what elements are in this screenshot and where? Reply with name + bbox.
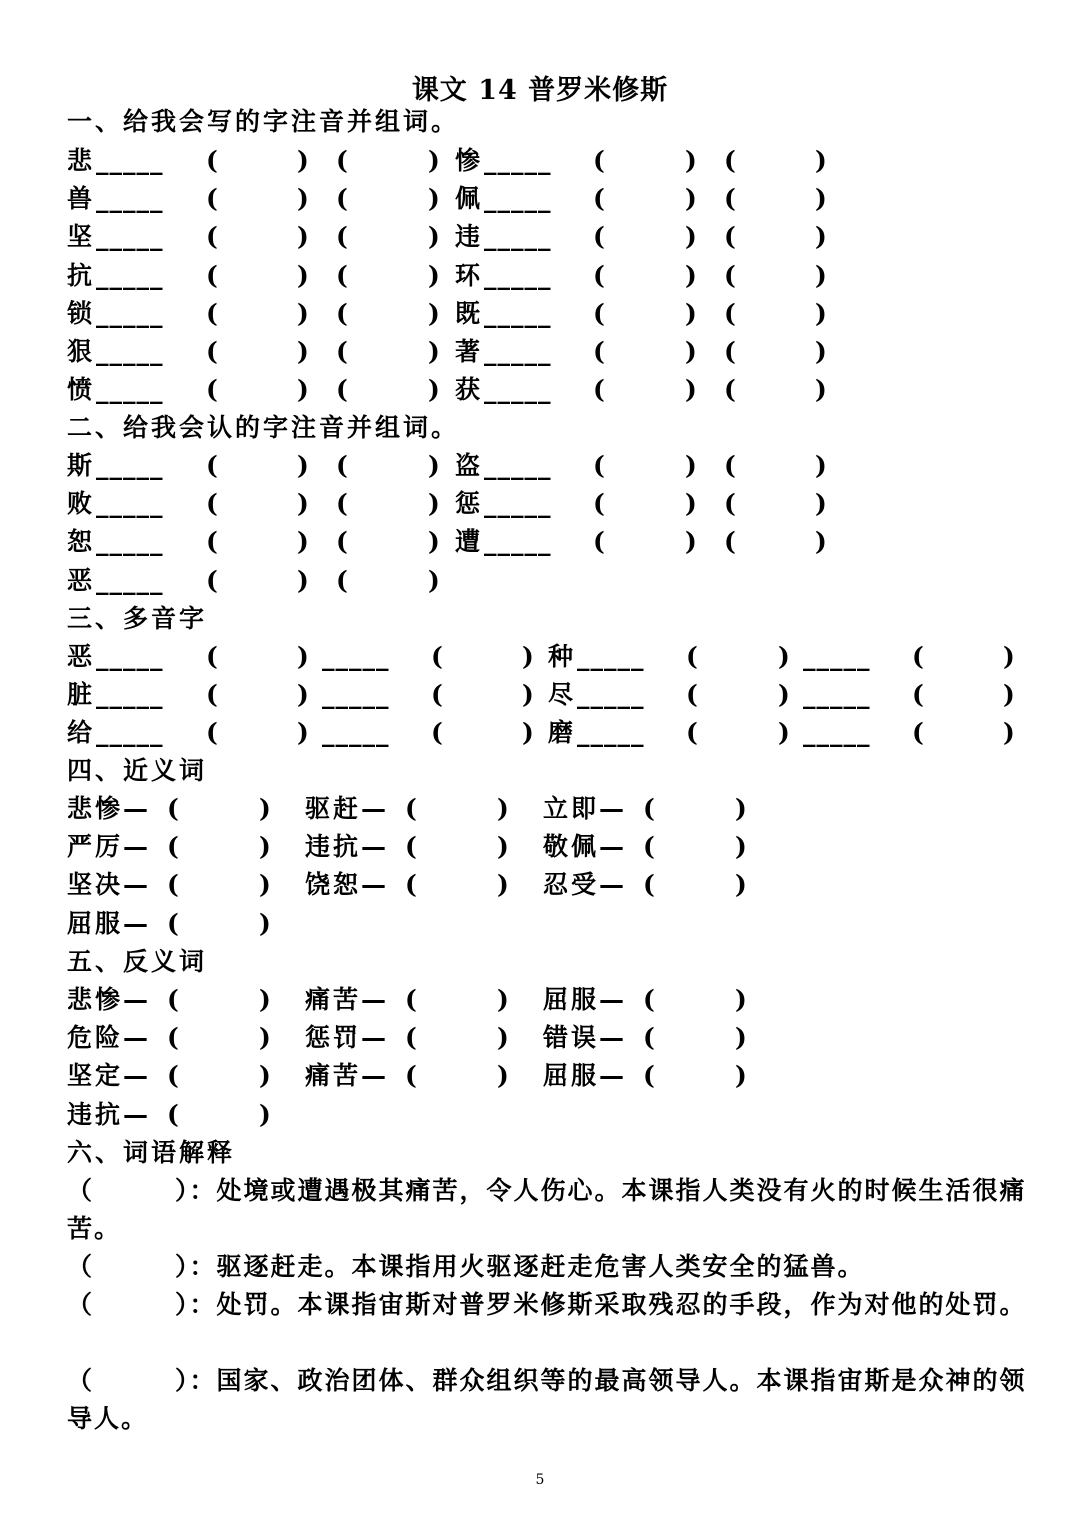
paren-open: ( xyxy=(206,260,218,290)
paren-close: ) xyxy=(815,146,827,175)
paren-open: ( xyxy=(336,337,348,366)
answer-blank[interactable]: _____ xyxy=(96,298,164,328)
paren-close: ) xyxy=(735,985,747,1014)
paren-open: ( xyxy=(206,184,218,214)
paren-close: ) xyxy=(428,565,440,595)
word-prompt: 痛苦— xyxy=(305,1061,390,1091)
paren-close: ) xyxy=(497,1061,509,1091)
answer-blank[interactable]: _____ xyxy=(803,718,871,748)
paren-open: ( xyxy=(167,985,179,1014)
paren-open: ( xyxy=(593,298,605,328)
character: 脏 xyxy=(67,680,93,710)
paren-close: ) xyxy=(685,184,697,214)
section-heading: 一、给我会写的字注音并组词。 xyxy=(67,107,460,136)
paren-close: ) xyxy=(815,375,827,405)
character: 给 xyxy=(67,718,93,748)
paren-close: ) xyxy=(1003,642,1015,671)
paren-open: ( xyxy=(206,451,218,480)
paren-open: ( xyxy=(206,146,218,175)
paren-open: ( xyxy=(686,642,698,671)
paren-close: ) xyxy=(259,985,271,1014)
paren-open: ( xyxy=(206,337,218,366)
paren-open: ( xyxy=(593,260,605,290)
paren-close: ) xyxy=(297,680,309,710)
definition-answer-blank[interactable]: （ ）： xyxy=(67,1252,217,1281)
answer-blank[interactable]: _____ xyxy=(96,642,164,671)
paren-close: ) xyxy=(428,375,440,405)
paren-open: ( xyxy=(336,260,348,290)
answer-blank[interactable]: _____ xyxy=(96,680,164,710)
paren-open: ( xyxy=(643,1061,655,1091)
paren-close: ) xyxy=(428,527,440,557)
paren-open: ( xyxy=(724,527,736,557)
word-prompt: 惩罚— xyxy=(305,1023,390,1053)
answer-blank[interactable]: _____ xyxy=(96,527,164,557)
character: 佩 xyxy=(455,184,481,214)
answer-blank[interactable]: _____ xyxy=(803,680,871,710)
answer-blank[interactable]: _____ xyxy=(322,642,390,671)
word-prompt: 屈服— xyxy=(543,985,628,1014)
definition-answer-blank[interactable]: （ ）： xyxy=(67,1366,217,1395)
paren-open: ( xyxy=(167,1061,179,1091)
paren-close: ) xyxy=(259,1099,271,1129)
definition-text: 国家、政治团体、群众组织等的最高领导人。本课指宙斯是众神的领导人。 xyxy=(67,1366,1027,1433)
character: 惩 xyxy=(455,489,481,519)
paren-close: ) xyxy=(735,794,747,823)
paren-open: ( xyxy=(593,184,605,214)
paren-open: ( xyxy=(593,222,605,252)
character: 败 xyxy=(67,489,93,519)
character: 尽 xyxy=(548,680,574,710)
paren-close: ) xyxy=(428,260,440,290)
answer-blank[interactable]: _____ xyxy=(96,565,164,595)
paren-open: ( xyxy=(206,680,218,710)
answer-blank[interactable]: _____ xyxy=(96,222,164,252)
paren-close: ) xyxy=(428,146,440,175)
character: 恕 xyxy=(67,527,93,557)
char-row xyxy=(0,257,1080,295)
word-prompt: 屈服— xyxy=(67,908,152,938)
paren-close: ) xyxy=(815,298,827,328)
definition-answer-blank[interactable]: （ ）： xyxy=(67,1290,217,1319)
word-prompt: 忍受— xyxy=(543,870,628,900)
answer-blank[interactable]: _____ xyxy=(96,337,164,366)
paren-close: ) xyxy=(735,1023,747,1053)
character: 锁 xyxy=(67,298,93,328)
paren-close: ) xyxy=(778,642,790,671)
paren-open: ( xyxy=(206,222,218,252)
answer-blank[interactable]: _____ xyxy=(484,451,552,480)
paren-open: ( xyxy=(206,642,218,671)
polyphone-row xyxy=(0,638,1080,676)
paren-close: ) xyxy=(297,527,309,557)
answer-blank[interactable]: _____ xyxy=(484,375,552,405)
paren-open: ( xyxy=(405,870,417,900)
paren-open: ( xyxy=(167,870,179,900)
paren-open: ( xyxy=(912,718,924,748)
paren-close: ) xyxy=(297,642,309,671)
paren-close: ) xyxy=(297,298,309,328)
definition-answer-blank[interactable]: （ ）： xyxy=(67,1176,217,1205)
character: 著 xyxy=(455,337,481,366)
char-row xyxy=(0,371,1080,409)
paren-close: ) xyxy=(685,489,697,519)
paren-close: ) xyxy=(778,718,790,748)
paren-open: ( xyxy=(431,680,443,710)
answer-blank[interactable]: _____ xyxy=(577,642,645,671)
char-row xyxy=(0,142,1080,180)
paren-close: ) xyxy=(297,375,309,405)
section-heading: 六、词语解释 xyxy=(67,1138,236,1167)
paren-open: ( xyxy=(167,908,179,938)
paren-open: ( xyxy=(593,451,605,480)
word-prompt: 严厉— xyxy=(67,832,152,862)
paren-open: ( xyxy=(686,680,698,710)
paren-close: ) xyxy=(428,184,440,214)
character: 获 xyxy=(455,375,481,405)
paren-open: ( xyxy=(724,184,736,214)
definition-text: 处罚。本课指宙斯对普罗米修斯采取残忍的手段，作为对他的处罚。 xyxy=(216,1290,1027,1319)
paren-open: ( xyxy=(431,718,443,748)
answer-blank[interactable]: _____ xyxy=(322,680,390,710)
section-heading: 二、给我会认的字注音并组词。 xyxy=(67,413,460,442)
character: 抗 xyxy=(67,260,93,290)
paren-open: ( xyxy=(724,375,736,405)
paren-close: ) xyxy=(259,832,271,862)
character: 惨 xyxy=(455,146,481,175)
word-row xyxy=(0,905,1080,943)
paren-close: ) xyxy=(297,222,309,252)
word-prompt: 错误— xyxy=(543,1023,628,1053)
paren-open: ( xyxy=(724,298,736,328)
paren-close: ) xyxy=(428,337,440,366)
character: 兽 xyxy=(67,184,93,214)
paren-open: ( xyxy=(336,527,348,557)
paren-close: ) xyxy=(497,794,509,823)
word-prompt: 悲惨— xyxy=(67,985,152,1014)
paren-open: ( xyxy=(724,260,736,290)
paren-close: ) xyxy=(815,527,827,557)
paren-open: ( xyxy=(724,146,736,175)
paren-close: ) xyxy=(297,718,309,748)
character: 环 xyxy=(455,260,481,290)
char-row xyxy=(0,218,1080,256)
paren-close: ) xyxy=(297,146,309,175)
character: 违 xyxy=(455,222,481,252)
paren-open: ( xyxy=(643,870,655,900)
paren-close: ) xyxy=(522,642,534,671)
page-number: 5 xyxy=(535,1472,545,1488)
paren-close: ) xyxy=(815,489,827,519)
paren-close: ) xyxy=(259,908,271,938)
answer-blank[interactable]: _____ xyxy=(96,489,164,519)
character: 坚 xyxy=(67,222,93,252)
definition-text: 驱逐赶走。本课指用火驱逐赶走危害人类安全的猛兽。 xyxy=(216,1252,865,1281)
paren-open: ( xyxy=(167,832,179,862)
paren-close: ) xyxy=(685,260,697,290)
word-row xyxy=(0,1096,1080,1134)
paren-open: ( xyxy=(336,222,348,252)
paren-open: ( xyxy=(724,337,736,366)
word-prompt: 饶恕— xyxy=(305,870,390,900)
character: 悲 xyxy=(67,146,93,175)
paren-open: ( xyxy=(206,565,218,595)
paren-close: ) xyxy=(259,1023,271,1053)
paren-open: ( xyxy=(167,1099,179,1129)
character: 磨 xyxy=(548,718,574,748)
page-title: 课文 14 普罗米修斯 xyxy=(411,75,669,106)
paren-close: ) xyxy=(685,375,697,405)
polyphone-row xyxy=(0,676,1080,714)
paren-open: ( xyxy=(405,794,417,823)
word-row xyxy=(0,790,1080,828)
paren-open: ( xyxy=(206,489,218,519)
paren-open: ( xyxy=(593,489,605,519)
answer-blank[interactable]: _____ xyxy=(96,718,164,748)
answer-blank[interactable]: _____ xyxy=(484,298,552,328)
paren-close: ) xyxy=(297,489,309,519)
paren-close: ) xyxy=(685,222,697,252)
paren-close: ) xyxy=(297,184,309,214)
definition-text: 处境或遭遇极其痛苦，令人伤心。本课指人类没有火的时候生活很痛苦。 xyxy=(67,1176,1027,1243)
character: 种 xyxy=(548,642,574,671)
character: 愤 xyxy=(67,375,93,405)
paren-open: ( xyxy=(167,1023,179,1053)
answer-blank[interactable]: _____ xyxy=(484,337,552,366)
section-heading: 四、近义词 xyxy=(67,756,208,785)
answer-blank[interactable]: _____ xyxy=(484,260,552,290)
paren-open: ( xyxy=(643,1023,655,1053)
paren-open: ( xyxy=(643,985,655,1014)
paren-close: ) xyxy=(685,451,697,480)
paren-close: ) xyxy=(497,832,509,862)
paren-close: ) xyxy=(297,260,309,290)
word-row xyxy=(0,828,1080,866)
paren-close: ) xyxy=(1003,718,1015,748)
char-row xyxy=(0,485,1080,523)
answer-blank[interactable]: _____ xyxy=(484,489,552,519)
paren-open: ( xyxy=(336,565,348,595)
definition-item xyxy=(67,1248,1027,1286)
word-prompt: 屈服— xyxy=(543,1061,628,1091)
paren-close: ) xyxy=(522,680,534,710)
paren-close: ) xyxy=(522,718,534,748)
paren-open: ( xyxy=(206,718,218,748)
paren-open: ( xyxy=(206,375,218,405)
answer-blank[interactable]: _____ xyxy=(96,146,164,175)
paren-close: ) xyxy=(815,184,827,214)
paren-open: ( xyxy=(686,718,698,748)
answer-blank[interactable]: _____ xyxy=(803,642,871,671)
answer-blank[interactable]: _____ xyxy=(484,146,552,175)
word-prompt: 敬佩— xyxy=(543,832,628,862)
character: 斯 xyxy=(67,451,93,480)
paren-close: ) xyxy=(815,451,827,480)
word-row xyxy=(0,981,1080,1019)
paren-close: ) xyxy=(815,222,827,252)
paren-open: ( xyxy=(206,298,218,328)
answer-blank[interactable]: _____ xyxy=(96,375,164,405)
paren-open: ( xyxy=(167,794,179,823)
char-row xyxy=(0,333,1080,371)
char-row xyxy=(0,447,1080,485)
paren-open: ( xyxy=(206,527,218,557)
paren-open: ( xyxy=(643,794,655,823)
answer-blank[interactable]: _____ xyxy=(96,184,164,214)
paren-open: ( xyxy=(405,985,417,1014)
definition-item xyxy=(67,1286,1027,1324)
answer-blank[interactable]: _____ xyxy=(577,680,645,710)
paren-close: ) xyxy=(735,1061,747,1091)
definition-item xyxy=(67,1362,1027,1438)
paren-close: ) xyxy=(815,260,827,290)
answer-blank[interactable]: _____ xyxy=(96,260,164,290)
paren-close: ) xyxy=(497,1023,509,1053)
word-prompt: 危险— xyxy=(67,1023,152,1053)
character: 恶 xyxy=(67,642,93,671)
char-row xyxy=(0,562,1080,600)
answer-blank[interactable]: _____ xyxy=(577,718,645,748)
paren-open: ( xyxy=(593,375,605,405)
answer-blank[interactable]: _____ xyxy=(484,184,552,214)
paren-close: ) xyxy=(685,527,697,557)
paren-close: ) xyxy=(259,1061,271,1091)
paren-close: ) xyxy=(297,451,309,480)
answer-blank[interactable]: _____ xyxy=(484,527,552,557)
paren-open: ( xyxy=(336,184,348,214)
char-row xyxy=(0,180,1080,218)
paren-open: ( xyxy=(643,832,655,862)
paren-open: ( xyxy=(405,1023,417,1053)
answer-blank[interactable]: _____ xyxy=(484,222,552,252)
paren-close: ) xyxy=(497,985,509,1014)
word-prompt: 驱赶— xyxy=(305,794,390,823)
paren-close: ) xyxy=(428,489,440,519)
char-row xyxy=(0,523,1080,561)
paren-close: ) xyxy=(428,451,440,480)
word-row xyxy=(0,866,1080,904)
paren-close: ) xyxy=(735,870,747,900)
paren-close: ) xyxy=(297,337,309,366)
answer-blank[interactable]: _____ xyxy=(96,451,164,480)
paren-close: ) xyxy=(259,794,271,823)
paren-open: ( xyxy=(336,375,348,405)
paren-close: ) xyxy=(685,146,697,175)
paren-open: ( xyxy=(405,832,417,862)
paren-open: ( xyxy=(405,1061,417,1091)
paren-open: ( xyxy=(912,680,924,710)
section-heading: 三、多音字 xyxy=(67,604,208,633)
definition-item xyxy=(67,1172,1027,1248)
paren-close: ) xyxy=(297,565,309,595)
paren-close: ) xyxy=(259,870,271,900)
word-prompt: 违抗— xyxy=(305,832,390,862)
section-heading: 五、反义词 xyxy=(67,947,208,976)
paren-open: ( xyxy=(593,527,605,557)
character: 狠 xyxy=(67,337,93,366)
paren-open: ( xyxy=(912,642,924,671)
word-prompt: 坚决— xyxy=(67,870,152,900)
word-prompt: 坚定— xyxy=(67,1061,152,1091)
paren-open: ( xyxy=(336,489,348,519)
answer-blank[interactable]: _____ xyxy=(322,718,390,748)
paren-close: ) xyxy=(685,298,697,328)
paren-open: ( xyxy=(336,146,348,175)
character: 遭 xyxy=(455,527,481,557)
paren-close: ) xyxy=(428,298,440,328)
paren-open: ( xyxy=(724,451,736,480)
paren-close: ) xyxy=(685,337,697,366)
polyphone-row xyxy=(0,714,1080,752)
paren-close: ) xyxy=(815,337,827,366)
paren-close: ) xyxy=(497,870,509,900)
paren-open: ( xyxy=(336,451,348,480)
paren-open: ( xyxy=(593,146,605,175)
word-row xyxy=(0,1019,1080,1057)
paren-close: ) xyxy=(428,222,440,252)
word-prompt: 违抗— xyxy=(67,1099,152,1129)
paren-open: ( xyxy=(724,222,736,252)
character: 恶 xyxy=(67,565,93,595)
paren-close: ) xyxy=(778,680,790,710)
paren-open: ( xyxy=(431,642,443,671)
char-row xyxy=(0,295,1080,333)
character: 既 xyxy=(455,298,481,328)
paren-open: ( xyxy=(593,337,605,366)
word-row xyxy=(0,1057,1080,1095)
character: 盗 xyxy=(455,451,481,480)
word-prompt: 痛苦— xyxy=(305,985,390,1014)
paren-open: ( xyxy=(724,489,736,519)
paren-close: ) xyxy=(1003,680,1015,710)
word-prompt: 立即— xyxy=(543,794,628,823)
paren-open: ( xyxy=(336,298,348,328)
paren-close: ) xyxy=(735,832,747,862)
word-prompt: 悲惨— xyxy=(67,794,152,823)
